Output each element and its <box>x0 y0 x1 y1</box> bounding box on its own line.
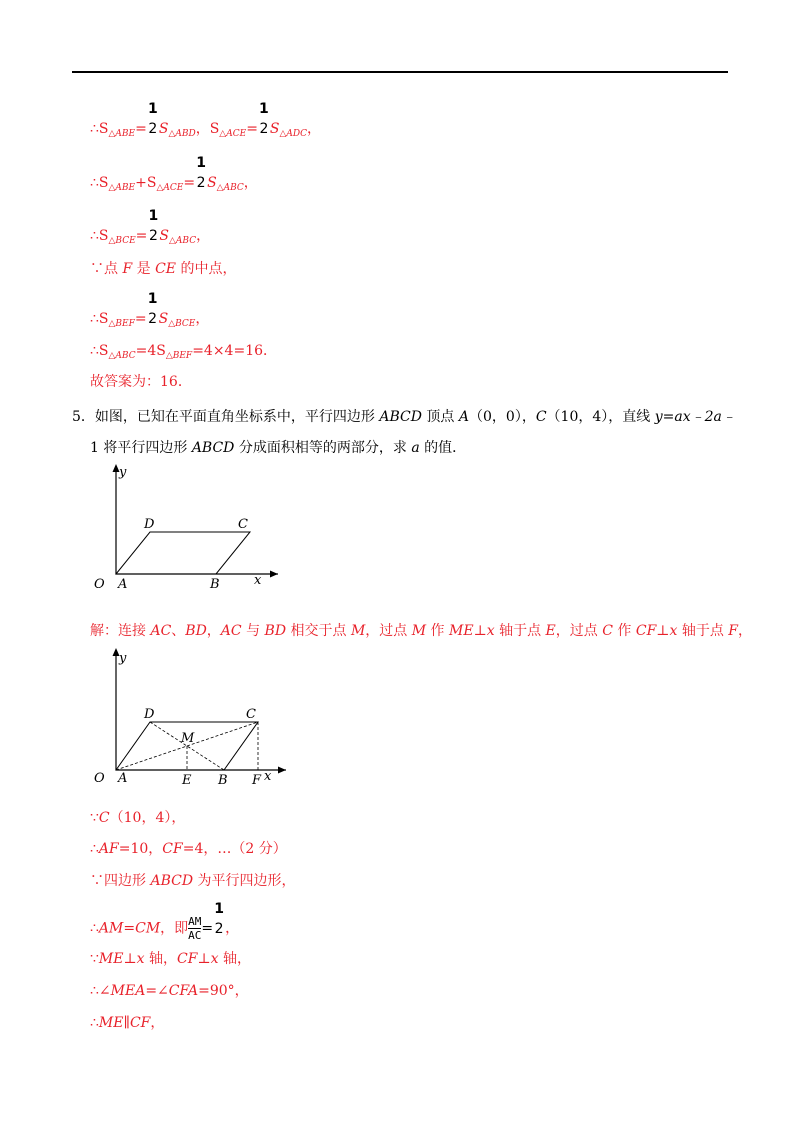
solution-line-2: $\therefore S_{\triangle ABE}+S_{\triangle ACE}=$ 1 2 $S_{\triangle ABC}$， <box>90 155 258 193</box>
solution-line-4: ∵点 F 是 CE 的中点， <box>90 261 237 277</box>
figure-1-parallelogram <box>88 462 288 592</box>
x-axis-arrow <box>278 767 286 774</box>
solution-line-1: $\therefore S_{\triangle ABE}=$ 1 2 $S_{\triangle ABD}$，$S_{\triangle ACE}=$ 1 2 $S_{\triangle ADC}$， <box>90 101 322 139</box>
label-y: y <box>119 465 127 480</box>
label-o: O <box>94 771 105 786</box>
solution-line-5: $\therefore S_{\triangle BEF}=$ 1 2 $S_{\triangle BCE}$， <box>90 291 210 329</box>
header-rule <box>72 71 728 73</box>
parallelogram-abcd <box>116 532 250 574</box>
label-a: A <box>118 771 128 786</box>
question-line-1: 5．如图，已知在平面直角坐标系中，平行四边形 ABCD 顶点 A（0，0），C（10，4），直线 y=ax﹣2a﹣ <box>72 409 736 425</box>
label-x: x <box>254 573 262 588</box>
label-d: D <box>144 517 155 532</box>
answer-line: 故答案为：16． <box>90 374 192 390</box>
step-4: ∴AM=CM，即 $\frac{AM}{AC}$ = 1 2 ， <box>90 900 240 942</box>
label-e: E <box>182 773 192 786</box>
label-b: B <box>210 577 220 592</box>
label-f: F <box>252 773 262 786</box>
x-axis-arrow <box>270 571 278 578</box>
step-6: ∴∠MEA=∠CFA=90°， <box>90 983 249 999</box>
label-c: C <box>238 517 248 532</box>
step-5: ∵ME⊥x 轴，CF⊥x 轴， <box>90 951 251 967</box>
step-2: ∴AF=10，CF=4，…（2 分） <box>90 841 287 857</box>
fraction-am-ac: $\frac{AM}{AC}$ <box>188 915 202 942</box>
label-c: C <box>246 707 256 722</box>
figure-2-parallelogram <box>88 646 298 786</box>
question-line-2: 1 将平行四边形 ABCD 分成面积相等的两部分，求 a 的值． <box>90 440 467 456</box>
label-o: O <box>94 577 105 592</box>
solution-line-3: $\therefore S_{\triangle BCE}=$ 1 2 $S_{\triangle ABC}$， <box>90 208 211 246</box>
step-3: ∵四边形 ABCD 为平行四边形， <box>90 873 296 889</box>
solution-line-6: $\therefore S_{\triangle ABC}=4S_{\triangle BEF}=4\times 4=16$． <box>90 343 278 361</box>
label-a: A <box>118 577 128 592</box>
label-b: B <box>218 773 228 786</box>
label-x: x <box>264 769 272 784</box>
step-1: ∵C（10，4）， <box>90 810 186 826</box>
label-d: D <box>144 707 155 722</box>
label-m: M <box>181 731 195 746</box>
label-y: y <box>119 651 127 666</box>
step-7: ∴ME∥CF， <box>90 1015 165 1031</box>
solution-intro: 解：连接 AC、BD，AC 与 BD 相交于点 M，过点 M 作 ME⊥x 轴于点 E，过点 C 作 CF⊥x 轴于点 F， <box>90 623 752 639</box>
